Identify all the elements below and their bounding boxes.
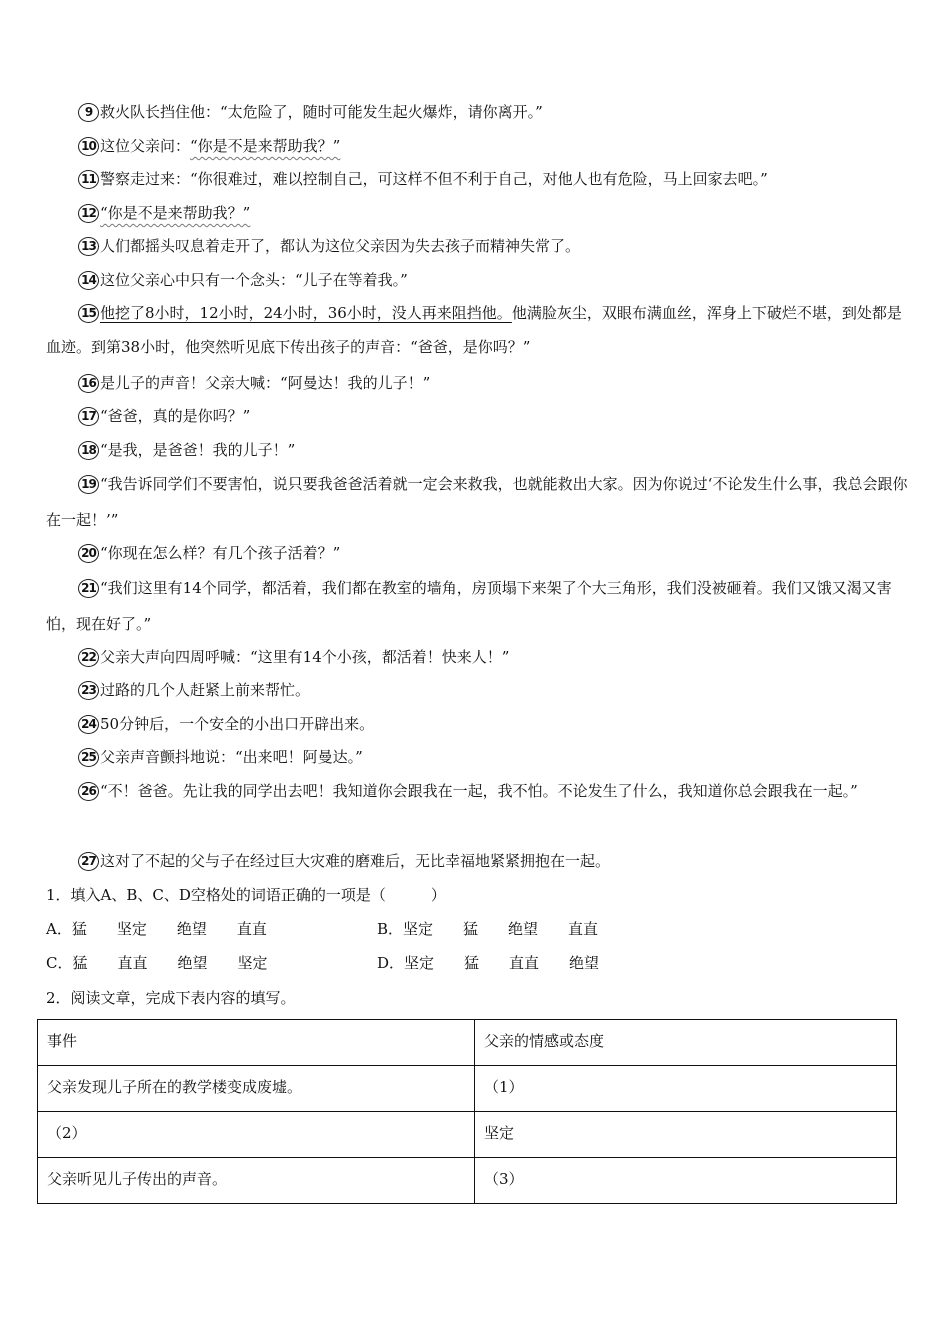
paragraph-text: 父亲大声向四周呼喊：“这里有14个小孩，都活着！快来人！”: [100, 648, 510, 666]
paragraph-text: “我告诉同学们不要害怕，说只要我爸爸活着就一定会来救我，也就能救出大家。因为你说过‘不论发生什么事，我总会跟你在一起！’”: [46, 475, 908, 529]
table-header: 父亲的情感或态度: [475, 1020, 897, 1066]
paragraph-text: 警察走过来：“你很难过，难以控制自己，可这样不但不利于自己，对他人也有危险，马上回家去吧。”: [100, 170, 768, 188]
paragraph-14: [46, 263, 914, 297]
paragraph-text: 这位父亲心中只有一个念头：“儿子在等着我。”: [100, 271, 408, 289]
paragraph-text: “不！爸爸。先让我的同学出去吧！我知道你会跟我在一起，我不怕。不论发生了什么，我知道你总会跟我在一起。”: [100, 782, 858, 800]
option-c[interactable]: C．猛 直直 绝望 坚定: [46, 954, 268, 972]
paragraph-number: 10: [78, 137, 99, 156]
wavy-underlined-text: “你是不是来帮助我？”: [100, 204, 251, 222]
paragraph-26: [46, 773, 914, 809]
paragraph-number: 23: [78, 681, 99, 700]
table-row: [38, 1066, 897, 1112]
answer-table: [37, 1019, 897, 1204]
paragraph-25: [46, 740, 914, 774]
table-row: [38, 1112, 897, 1158]
paragraph-number: 27: [78, 852, 99, 871]
paragraph-text: “是我，是爸爸！我的儿子！”: [100, 441, 296, 459]
paragraph-number: 9: [78, 103, 99, 122]
question-1: 1．填入A、B、C、D空格处的词语正确的一项是（ ）: [46, 886, 446, 904]
paragraph-text: 救火队长挡住他：“太危险了，随时可能发生起火爆炸，请你离开。”: [100, 103, 543, 121]
paragraph-15: [46, 296, 914, 364]
table-cell: 父亲听见儿子传出的声音。: [38, 1158, 475, 1204]
paragraph-13: [46, 229, 914, 263]
option-d[interactable]: D．坚定 猛 直直 绝望: [377, 954, 600, 972]
paragraph-text: 是儿子的声音！父亲大喊：“阿曼达！我的儿子！”: [100, 374, 431, 392]
paragraph-27: [46, 844, 914, 878]
paragraph-number: 18: [78, 441, 99, 460]
paragraph-19: [46, 466, 914, 538]
table-header-row: [38, 1020, 897, 1066]
paragraph-text: 父亲声音颤抖地说：“出来吧！阿曼达。”: [100, 748, 363, 766]
paragraph-20: [46, 536, 914, 570]
paragraph-text: “我们这里有14个同学，都活着，我们都在教室的墙角，房顶塌下来架了个大三角形，我们没被砸着。我们又饿又渴又害怕，现在好了。”: [46, 579, 892, 633]
paragraph-text: 这位父亲问：: [100, 137, 191, 155]
paragraph-text: “你现在怎么样？有几个孩子活着？”: [100, 544, 341, 562]
option-b[interactable]: B．坚定 猛 绝望 直直: [377, 920, 599, 938]
paragraph-9: [46, 95, 914, 129]
paragraph-18: [46, 433, 914, 467]
paragraph-number: 17: [78, 407, 99, 426]
paragraph-number: 25: [78, 748, 99, 767]
paragraph-number: 11: [78, 170, 99, 189]
paragraph-number: 16: [78, 374, 99, 393]
answer-blank-1[interactable]: （1）: [475, 1066, 897, 1112]
paragraph-text: 他满脸灰尘，双眼布满血丝，浑身上下破烂不堪，到处都是血迹。到第38小时，他突然听见底下传出孩子的声音：“爸爸，是你吗？”: [46, 304, 902, 356]
paragraph-number: 15: [78, 304, 99, 323]
answer-blank-3[interactable]: （3）: [475, 1158, 897, 1204]
paragraph-11: [46, 162, 914, 196]
paragraph-10: [46, 129, 914, 163]
paragraph-text: “爸爸，真的是你吗？”: [100, 407, 251, 425]
paragraph-24: [46, 707, 914, 741]
option-a[interactable]: A．猛 坚定 绝望 直直: [46, 920, 267, 938]
paragraph-number: 20: [78, 544, 99, 563]
paragraph-number: 14: [78, 271, 99, 290]
paragraph-16: [46, 366, 914, 400]
paragraph-number: 12: [78, 204, 99, 223]
paragraph-23: [46, 673, 914, 707]
paragraph-text: 过路的几个人赶紧上前来帮忙。: [100, 681, 311, 699]
table-cell: 坚定: [475, 1112, 897, 1158]
underlined-sentence: 他挖了8小时，12小时，24小时，36小时，没人再来阻挡他。: [100, 304, 512, 322]
paragraph-12: [46, 196, 914, 230]
paragraph-17: [46, 399, 914, 433]
table-row: [38, 1158, 897, 1204]
paragraph-number: 13: [78, 237, 99, 256]
table-cell: 父亲发现儿子所在的教学楼变成废墟。: [38, 1066, 475, 1112]
paragraph-number: 21: [78, 579, 99, 598]
paragraph-22: [46, 640, 914, 674]
paragraph-text: 人们都摇头叹息着走开了，都认为这位父亲因为失去孩子而精神失常了。: [100, 237, 581, 255]
answer-blank-2[interactable]: （2）: [38, 1112, 475, 1158]
paragraph-number: 26: [78, 782, 99, 801]
wavy-underlined-text: “你是不是来帮助我？”: [190, 137, 341, 155]
paragraph-number: 24: [78, 715, 99, 734]
table-header: 事件: [38, 1020, 475, 1066]
paragraph-text: 这对了不起的父与子在经过巨大灾难的磨难后，无比幸福地紧紧拥抱在一起。: [100, 852, 611, 870]
paragraph-number: 22: [78, 648, 99, 667]
paragraph-21: [46, 570, 914, 642]
paragraph-number: 19: [78, 475, 99, 494]
question-2: 2．阅读文章，完成下表内容的填写。: [46, 989, 296, 1007]
paragraph-text: 50分钟后，一个安全的小出口开辟出来。: [100, 715, 375, 733]
